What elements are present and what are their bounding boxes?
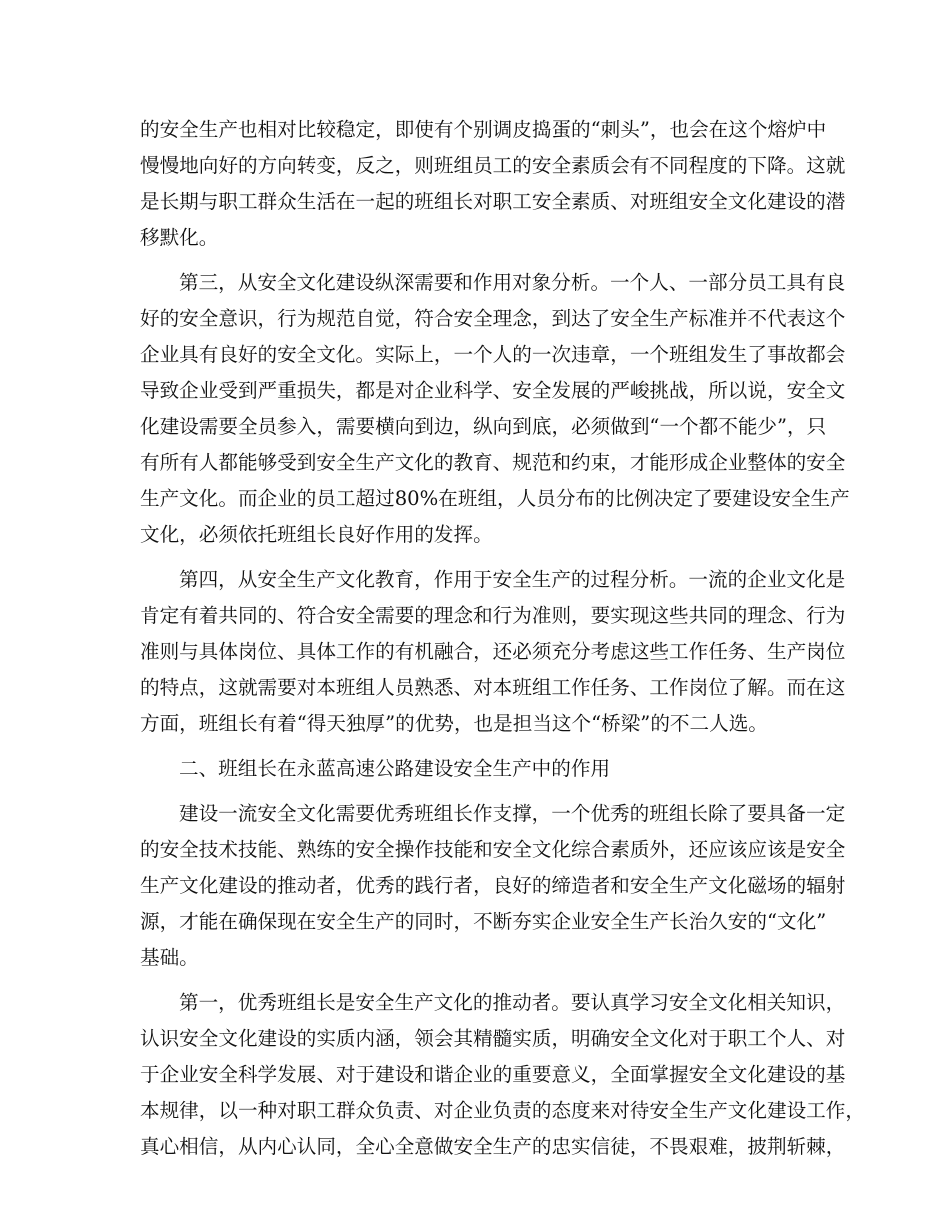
text-line: 真心相信，从内心认同，全心全意做安全生产的忠实信徒，不畏艰难，披荆斩棘，	[140, 1135, 846, 1158]
text-line: 企业具有良好的安全文化。实际上，一个人的一次违章，一个班组发生了事故都会	[140, 343, 846, 366]
text-line: 肯定有着共同的、符合安全需要的理念和行为准则，要实现这些共同的理念、行为	[140, 604, 846, 627]
text-line: 第三，从安全文化建设纵深需要和作用对象分析。一个人、一部分员工具有良	[179, 271, 846, 294]
text-line: 本规律，以一种对职工群众负责、对企业负责的态度来对待安全生产文化建设工作，	[140, 1099, 865, 1122]
paragraph-2	[140, 265, 850, 553]
text-line: 有所有人都能够受到安全生产文化的教育、规范和约束，才能形成企业整体的安全	[140, 451, 846, 474]
text-line: 移默化。	[140, 226, 219, 249]
paragraph-4	[140, 796, 846, 976]
text-line: 的安全技术技能、熟练的安全操作技能和安全文化综合素质外，还应该应该是安全	[140, 838, 846, 861]
text-line: 生产文化。而企业的员工超过80%在班组，人员分布的比例决定了要建设安全生产	[140, 487, 850, 510]
text-line: 于企业安全科学发展、对于建设和谐企业的重要意义，全面掌握安全文化建设的基	[140, 1063, 846, 1086]
paragraph-5	[140, 985, 865, 1165]
text-line: 文化，必须依托班组长良好作用的发挥。	[140, 523, 493, 546]
text-line: 第一，优秀班组长是安全生产文化的推动者。要认真学习安全文化相关知识，	[179, 991, 846, 1014]
text-line: 的特点，这就需要对本班组人员熟悉、对本班组工作任务、工作岗位了解。而在这	[140, 676, 846, 699]
section-heading	[140, 751, 815, 787]
text-line: 好的安全意识，行为规范自觉，符合安全理念，到达了安全生产标准并不代表这个	[140, 307, 846, 330]
text-line: 慢慢地向好的方向转变，反之，则班组员工的安全素质会有不同程度的下降。这就	[140, 154, 846, 177]
text-line: 基础。	[140, 946, 199, 969]
text-line: 源，才能在确保现在安全生产的同时，不断夯实企业安全生产长治久安的“文化”	[140, 910, 827, 933]
text-line: 方面，班组长有着“得天独厚”的优势，也是担当这个“桥梁”的不二人选。	[140, 712, 768, 735]
paragraph-1	[140, 112, 846, 256]
text-line: 是长期与职工群众生活在一起的班组长对职工安全素质、对班组安全文化建设的潜	[140, 190, 846, 213]
text-line: 化建设需要全员参入，需要横向到边，纵向到底，必须做到“一个都不能少”，只	[140, 415, 827, 438]
text-line: 的安全生产也相对比较稳定，即使有个别调皮捣蛋的“刺头”，也会在这个熔炉中	[140, 118, 827, 141]
text-line: 准则与具体岗位、具体工作的有机融合，还必须充分考虑这些工作任务、生产岗位	[140, 640, 846, 663]
text-line: 认识安全文化建设的实质内涵，领会其精髓实质，明确安全文化对于职工个人、对	[140, 1027, 846, 1050]
text-line: 导致企业受到严重损失，都是对企业科学、安全发展的严峻挑战，所以说，安全文	[140, 379, 846, 402]
text-line: 第四，从安全生产文化教育，作用于安全生产的过程分析。一流的企业文化是	[179, 568, 846, 591]
heading-line: 二、班组长在永蓝高速公路建设安全生产中的作用	[179, 757, 611, 780]
paragraph-3	[140, 562, 846, 742]
document-page	[140, 112, 865, 1165]
text-line: 建设一流安全文化需要优秀班组长作支撑，一个优秀的班组长除了要具备一定	[179, 802, 846, 825]
text-line: 生产文化建设的推动者，优秀的践行者，良好的缔造者和安全生产文化磁场的辐射	[140, 874, 846, 897]
